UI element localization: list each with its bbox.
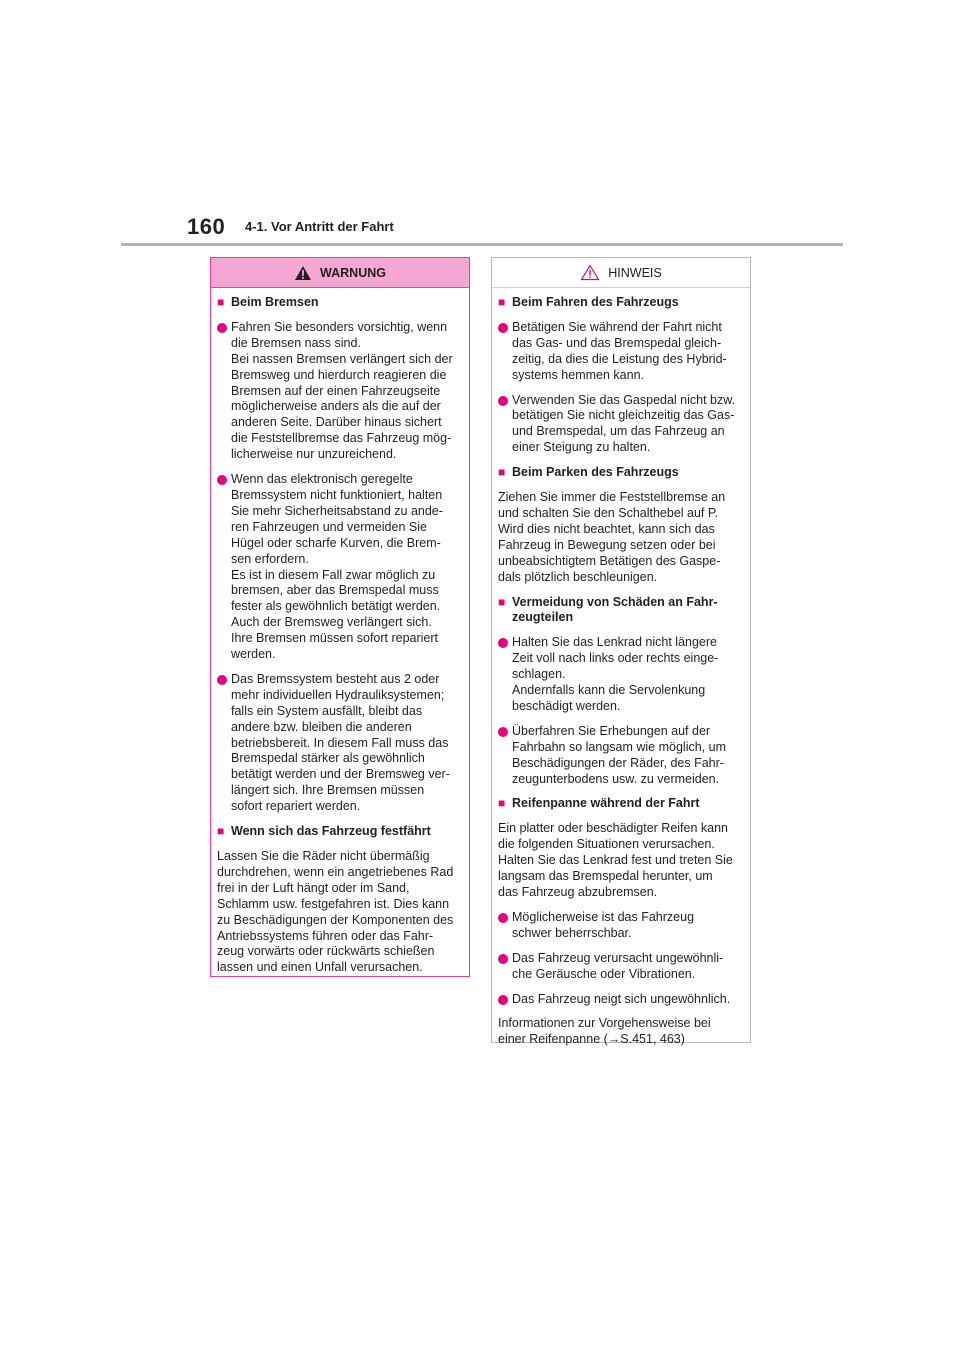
bullet-item <box>217 672 463 815</box>
notice-header <box>492 258 750 288</box>
square-bullet-icon: ■ <box>498 796 506 811</box>
heading-text: Vermeidung von Schäden an Fahr- zeugteilen <box>512 594 718 625</box>
heading-text: Beim Bremsen <box>231 295 319 309</box>
notice-title: HINWEIS <box>608 265 662 280</box>
bullet-text: Das Bremssystem besteht aus 2 oder mehr individuellen Hydrauliksystemen; falls ein System ausfällt, bleibt das andere bzw. bleiben die anderen betriebsbereit. In diesem Fall muss das Bremspedal stärker als gewöhnlich betätigt werden und der Bremsweg ver- längert sich. Ihre Bremsen müssen sofort repariert werden. <box>231 671 450 814</box>
paragraph: Ein platter oder beschädigter Reifen kann die folgenden Situationen verursachen. Halten Sie das Lenkrad fest und treten Sie langsam das Bremspedal herunter, um das Fahrzeug abzubremsen. <box>498 821 733 899</box>
square-bullet-icon: ■ <box>498 465 506 480</box>
header-divider <box>121 243 843 246</box>
circle-bullet-icon <box>498 396 508 406</box>
bullet-item <box>498 992 744 1008</box>
notice-body <box>492 288 750 1048</box>
bullet-item <box>498 635 744 715</box>
circle-bullet-icon <box>498 913 508 923</box>
paragraph: Informationen zur Vorgehensweise bei einer Reifenpanne (→S.451, 463) <box>498 1016 711 1047</box>
bullet-text: Halten Sie das Lenkrad nicht längere Zeit voll nach links oder rechts einge- schlagen. Andernfalls kann die Servolenkung beschädigt werden. <box>512 635 719 713</box>
square-bullet-icon: ■ <box>498 295 506 309</box>
circle-bullet-icon <box>498 323 508 333</box>
bullet-text: Das Fahrzeug verursacht ungewöhnli- che Geräusche oder Vibrationen. <box>512 950 724 981</box>
page-number: 160 <box>187 214 226 239</box>
warning-triangle-icon <box>294 265 312 281</box>
circle-bullet-icon <box>217 475 227 485</box>
bullet-text: Betätigen Sie während der Fahrt nicht das Gas- und das Bremspedal gleich- zeitig, da dies die Leistung des Hybrid- systems hemmen kann. <box>512 319 727 382</box>
circle-bullet-icon <box>498 727 508 737</box>
warning-body <box>211 288 469 976</box>
caution-triangle-icon <box>580 264 600 281</box>
bullet-item <box>217 472 463 663</box>
bullet-text: Fahren Sie besonders vorsichtig, wenn die Bremsen nass sind. Bei nassen Bremsen verlängert sich der Bremsweg und hierdurch reagieren die Bremsen auf der einen Fahrzeugseite möglicherweise anders als die auf der anderen Seite. Darüber hinaus sichert die Feststellbremse das Fahrzeug mög- licherweise nur unzureichend. <box>231 319 453 462</box>
circle-bullet-icon <box>217 323 227 333</box>
bullet-text: Möglicherweise ist das Fahrzeug schwer beherrschbar. <box>512 909 695 940</box>
heading-text: Wenn sich das Fahrzeug festfährt <box>231 824 431 839</box>
bullet-text: Verwenden Sie das Gaspedal nicht bzw. betätigen Sie nicht gleichzeitig das Gas- und Bremspedal, um das Fahrzeug an einer Steigung zu halten. <box>512 392 736 455</box>
section-heading <box>217 295 463 311</box>
bullet-text: Überfahren Sie Erhebungen auf der Fahrbahn so langsam wie möglich, um Beschädigungen der Räder, des Fahr- zeugunterbodens usw. zu vermeiden. <box>512 723 726 786</box>
notice-box <box>491 257 751 1047</box>
circle-bullet-icon <box>498 995 508 1005</box>
heading-text: Beim Parken des Fahrzeugs <box>512 465 679 480</box>
section-heading <box>217 824 463 840</box>
bullet-item <box>498 951 744 983</box>
paragraph: Lassen Sie die Räder nicht übermäßig durchdrehen, wenn ein angetriebenes Rad frei in der Luft hängt oder im Sand, Schlamm usw. festgefahren ist. Dies kann zu Beschädigungen der Komponenten des Antriebssystems führen oder das Fahr- zeug vorwärts oder rückwärts schießen lassen und einen Unfall verursachen. <box>217 849 454 975</box>
warning-header <box>211 258 469 288</box>
section-title: 4-1. Vor Antritt der Fahrt <box>245 219 394 234</box>
bullet-text: Wenn das elektronisch geregelte Bremssystem nicht funktioniert, halten Sie mehr Sicherheitsabstand zu ande- ren Fahrzeugen und vermeiden Sie Hügel oder scharfe Kurven, die Brem- sen erfordern. Es ist in diesem Fall zwar möglich zu bremsen, aber das Bremspedal muss fester als gewöhnlich betätigt werden. Auch der Bremsweg verlängert sich. Ihre Bremsen müssen sofort repariert werden. <box>231 472 443 662</box>
bullet-item <box>217 320 463 463</box>
paragraph: Ziehen Sie immer die Feststellbremse an und schalten Sie den Schalthebel auf P. Wird dies nicht beachtet, kann sich das Fahrzeug in Bewegung setzen oder bei unbeabsichtigtem Betätigen des Gaspe- dals plötzlich beschleunigen. <box>498 490 726 584</box>
circle-bullet-icon <box>498 638 508 648</box>
circle-bullet-icon <box>498 954 508 964</box>
section-heading <box>498 595 744 627</box>
heading-text: Beim Fahren des Fahrzeugs <box>512 295 679 309</box>
section-heading <box>498 796 744 812</box>
circle-bullet-icon <box>217 675 227 685</box>
warning-box <box>210 257 470 977</box>
heading-text: Reifenpanne während der Fahrt <box>512 796 700 811</box>
section-heading <box>498 295 744 311</box>
section-heading <box>498 465 744 481</box>
warning-title: WARNUNG <box>320 265 386 280</box>
square-bullet-icon: ■ <box>498 594 506 609</box>
bullet-text: Das Fahrzeug neigt sich ungewöhnlich. <box>512 991 731 1006</box>
bullet-item <box>498 393 744 457</box>
bullet-item <box>498 910 744 942</box>
square-bullet-icon: ■ <box>217 295 225 309</box>
bullet-item <box>498 320 744 384</box>
square-bullet-icon: ■ <box>217 824 225 839</box>
bullet-item <box>498 724 744 788</box>
